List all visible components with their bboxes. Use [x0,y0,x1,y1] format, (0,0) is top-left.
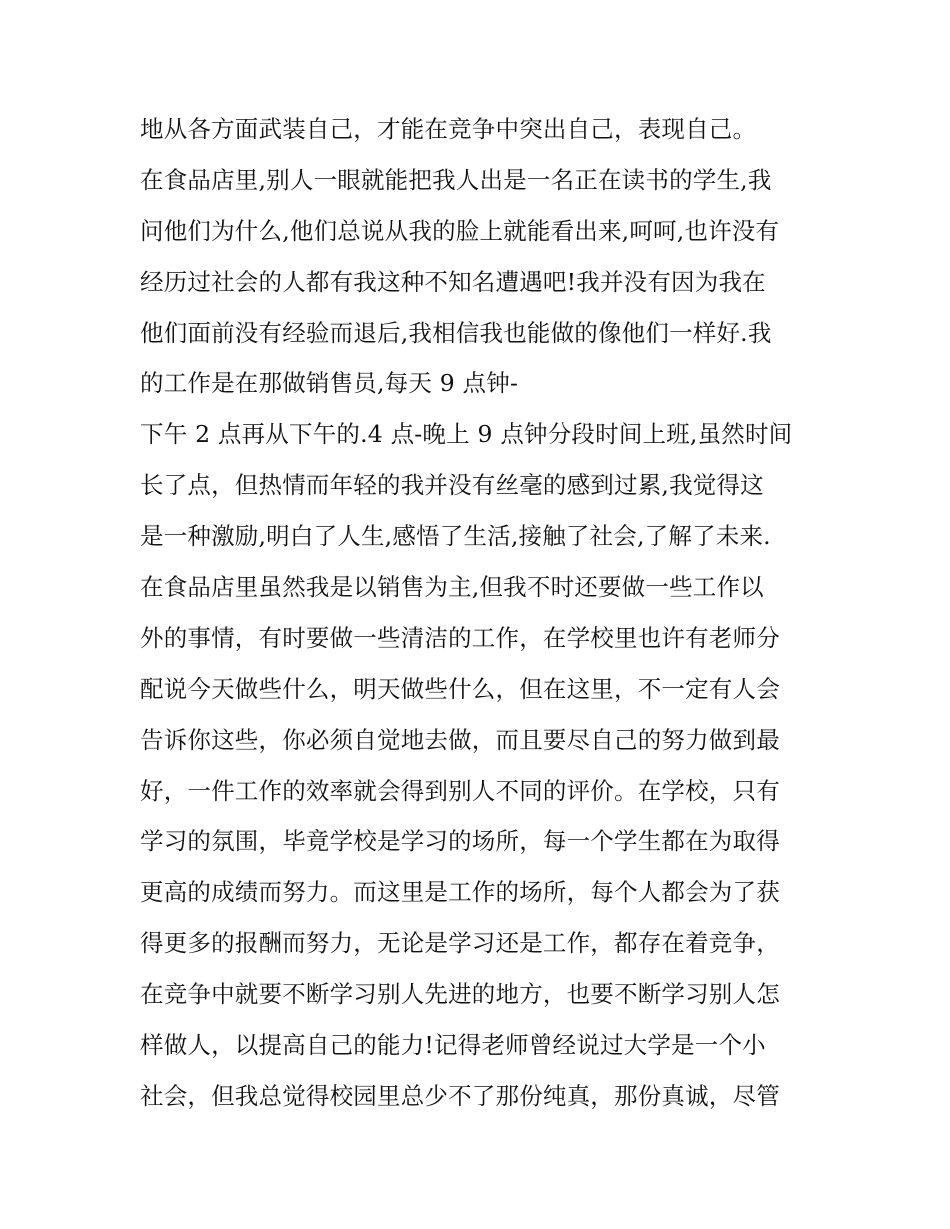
text-line: 学习的氛围，毕竟学校是学习的场所，每一个学生都在为取得 [140,827,780,856]
text-line: 是一种激励,明白了人生,感悟了生活,接触了社会,了解了未来. [140,522,771,551]
text-line: 问他们为什么,他们总说从我的脸上就能看出来,呵呵,也许没有 [140,216,780,245]
text-line: 外的事情，有时要做一些清洁的工作，在学校里也许有老师分 [140,623,780,652]
text-line: 社会，但我总觉得校园里总少不了那份纯真，那份真诚，尽管 [140,1081,780,1110]
text-line: 的工作是在那做销售员,每天 9 点钟- [140,369,519,398]
text-line: 下午 2 点再从下午的.4 点-晚上 9 点钟分段时间上班,虽然时间 [140,420,793,449]
text-line: 配说今天做些什么，明天做些什么，但在这里，不一定有人会 [140,674,780,703]
text-line: 得更多的报酬而努力，无论是学习还是工作，都存在着竞争， [140,929,780,958]
text-line: 告诉你这些，你必须自觉地去做，而且要尽自己的努力做到最 [140,725,780,754]
text-line: 更高的成绩而努力。而这里是工作的场所，每个人都会为了获 [140,878,780,907]
text-line: 样做人，以提高自己的能力!记得老师曾经说过大学是一个小 [140,1031,766,1060]
text-line: 地从各方面武装自己，才能在竞争中突出自己，表现自己。 [140,115,757,143]
text-line: 在食品店里虽然我是以销售为主,但我不时还要做一些工作以 [140,573,764,602]
body-text [140,104,840,1122]
text-line: 在竞争中就要不断学习别人先进的地方，也要不断学习别人怎 [140,980,780,1009]
text-line: 在食品店里,别人一眼就能把我人出是一名正在读书的学生,我 [140,165,772,194]
text-line: 他们面前没有经验而退后,我相信我也能做的像他们一样好.我 [140,318,772,347]
text-line: 好，一件工作的效率就会得到别人不同的评价。在学校，只有 [140,776,780,805]
text-line: 经历过社会的人都有我这种不知名遭遇吧!我并没有因为我在 [140,267,766,296]
text-line: 长了点，但热情而年轻的我并没有丝毫的感到过累,我觉得这 [140,471,764,500]
